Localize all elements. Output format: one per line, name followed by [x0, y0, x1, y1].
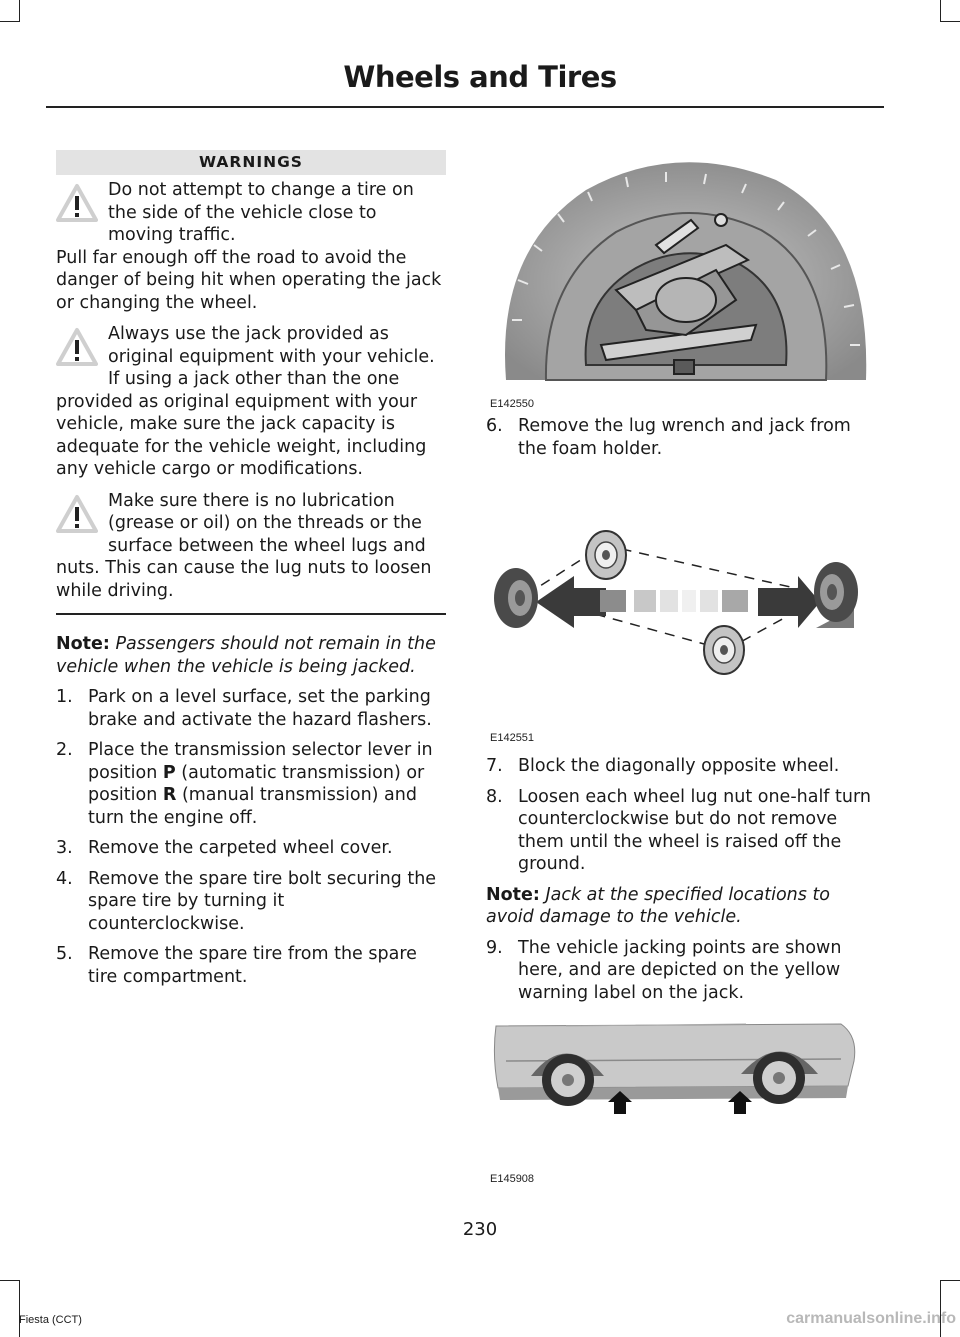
note-label: Note:	[56, 634, 110, 654]
header-divider	[46, 106, 884, 108]
step-number: 3.	[56, 838, 73, 858]
page-number: 230	[462, 1219, 498, 1240]
warnings-heading: WARNINGS	[56, 150, 446, 175]
right-column	[486, 150, 878, 1206]
crop-mark	[940, 1280, 960, 1281]
crop-mark	[940, 21, 960, 22]
list-item	[56, 837, 446, 860]
step-text: Loosen each wheel lug nut one-half turn counterclockwise but do not remove them until the wheel is raised off the ground.	[518, 786, 871, 874]
jacking-points-figure	[486, 1016, 878, 1206]
list-item	[56, 686, 446, 731]
list-item	[486, 786, 878, 876]
crop-mark	[940, 1280, 941, 1337]
warning-item	[56, 179, 446, 314]
list-item	[486, 755, 878, 778]
note-text: Jack at the specified locations to avoid damage to the vehicle.	[486, 884, 831, 927]
footer-model: Fiesta (CCT)	[19, 1314, 82, 1326]
left-column	[56, 150, 446, 996]
warning-rest: Pull far enough off the road to avoid the danger of being hit when operating the jack or changing the wheel.	[56, 247, 442, 313]
gear-r: R	[162, 785, 177, 805]
warning-item	[56, 323, 446, 481]
crop-mark	[0, 1280, 20, 1281]
warnings-divider	[56, 613, 446, 615]
figure-code: E145908	[490, 1173, 535, 1185]
warning-rest: nuts. This can cause the lug nuts to loosen while driving.	[56, 558, 432, 601]
warning-lead: Always use the jack provided as original equipment with your vehicle. If using a jack other than the one	[108, 324, 435, 389]
step-text: Place the transmission selector lever in position	[88, 740, 433, 783]
warning-triangle-icon	[56, 494, 98, 534]
step-number: 5.	[56, 944, 73, 964]
figure-code: E142550	[490, 398, 535, 410]
wheel	[494, 568, 538, 628]
note-label: Note:	[486, 884, 540, 905]
rear-wheel	[753, 1052, 805, 1104]
step-number: 7.	[486, 756, 503, 776]
step-number: 8.	[486, 786, 503, 807]
warning-lead: Make sure there is no lubrication (grease or oil) on the threads or the surface between the wheel lugs and	[108, 490, 426, 556]
list-item	[56, 739, 446, 829]
note-text: Passengers should not remain in the vehicle when the vehicle is being jacked.	[56, 634, 436, 677]
list-item	[486, 937, 878, 1005]
figure-code: E142551	[490, 732, 535, 744]
step-text: Remove the lug wrench and jack from the foam holder.	[518, 416, 851, 459]
step-text: Remove the carpeted wheel cover.	[88, 838, 393, 858]
note	[486, 884, 878, 929]
step-text: Block the diagonally opposite wheel.	[518, 756, 840, 776]
warning-item	[56, 490, 446, 603]
step-text: Park on a level surface, set the parking brake and activate the hazard flashers.	[88, 687, 432, 730]
wheel-block-figure	[486, 480, 878, 745]
list-item	[56, 868, 446, 936]
page-title: Wheels and Tires	[343, 60, 617, 94]
step-text: (manual transmission) and turn the engine off.	[88, 785, 417, 828]
crop-mark	[0, 21, 20, 22]
step-text: Remove the spare tire from the spare tire compartment.	[88, 944, 417, 987]
crop-mark	[940, 0, 941, 22]
blocked-wheel	[814, 562, 858, 628]
warning-lead: Do not attempt to change a tire on the side of the vehicle close to moving traffic.	[108, 180, 414, 245]
wheel	[704, 626, 744, 674]
list-item	[486, 415, 878, 460]
step-number: 2.	[56, 740, 73, 760]
spare-tire-compartment-illustration	[486, 150, 878, 395]
step-number: 1.	[56, 687, 73, 707]
step-number: 6.	[486, 416, 503, 436]
step-text: The vehicle jacking points are shown here, and are depicted on the yellow warning label on the jack.	[518, 937, 842, 1003]
watermark: carmanualsonline.info	[786, 1310, 956, 1327]
gear-p: P	[162, 762, 176, 783]
step-number: 4.	[56, 868, 73, 889]
step-text: (automatic transmission) or position	[88, 762, 425, 805]
note	[56, 633, 446, 678]
front-wheel	[542, 1054, 594, 1106]
warning-rest: provided as original equipment with your vehicle, make sure the jack capacity is adequate for the vehicle weight, including any vehicle cargo or modifications.	[56, 391, 427, 479]
spare-tire-figure	[486, 150, 878, 410]
wheel	[586, 531, 626, 579]
list-item	[56, 943, 446, 988]
crop-mark	[19, 0, 20, 22]
crop-mark	[19, 1280, 20, 1337]
step-text: Remove the spare tire bolt securing the spare tire by turning it counterclockwise.	[88, 868, 437, 934]
warning-triangle-icon	[56, 183, 98, 223]
diagonal-wheel-diagram	[486, 480, 878, 720]
step-number: 9.	[486, 937, 503, 958]
vehicle-side-illustration	[486, 1016, 878, 1186]
warning-triangle-icon	[56, 327, 98, 367]
